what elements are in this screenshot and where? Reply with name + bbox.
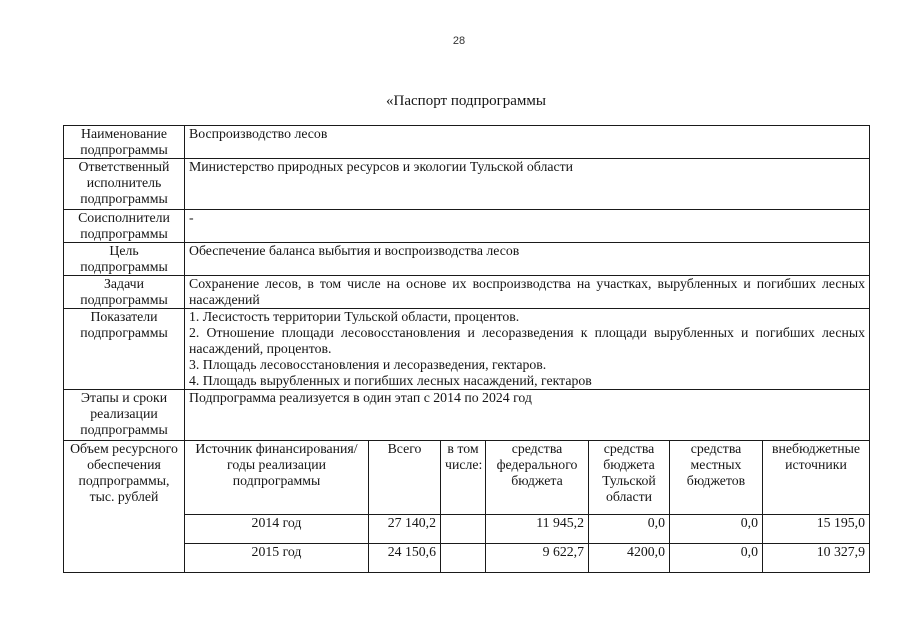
funding-header-federal: средства федерального бюджета: [486, 441, 589, 515]
funding-federal: 9 622,7: [486, 544, 589, 573]
funding-year-row: [64, 544, 870, 573]
row-stages-value: Подпрограмма реализуется в один этап с 2014 по 2024 год: [185, 390, 870, 441]
funding-including-empty: [441, 544, 486, 573]
row-stages-label: Этапы и сроки реализации подпрограммы: [64, 390, 185, 441]
funding-year-row: [64, 515, 870, 544]
document-title: «Паспорт подпрограммы: [386, 93, 546, 109]
indicator-item: 4. Площадь вырубленных и погибших лесных насаждений, гектаров: [189, 373, 592, 388]
row-name: [64, 126, 870, 159]
funding-header-including: в том числе:: [441, 441, 486, 515]
funding-header-source: Источник финансирования/ годы реализации подпрограммы: [185, 441, 369, 515]
funding-local: 0,0: [670, 515, 763, 544]
subprogram-passport-table: [63, 125, 870, 573]
funding-extrabudget: 10 327,9: [763, 544, 870, 573]
funding-label: Объем ресурсного обеспечения подпрограммы, тыс. рублей: [64, 441, 185, 573]
funding-regional: 0,0: [589, 515, 670, 544]
row-goal: [64, 243, 870, 276]
row-tasks-label: Задачи подпрограммы: [64, 276, 185, 309]
row-responsible-value: Министерство природных ресурсов и экологии Тульской области: [185, 159, 870, 210]
row-coexecutors: [64, 210, 870, 243]
indicator-item: 3. Площадь лесовосстановления и лесоразведения, гектаров.: [189, 357, 547, 372]
row-indicators: [64, 309, 870, 390]
row-indicators-list: [185, 309, 870, 390]
row-tasks: [64, 276, 870, 309]
funding-federal: 11 945,2: [486, 515, 589, 544]
row-coexecutors-label: Соисполнители подпрограммы: [64, 210, 185, 243]
funding-header-regional: средства бюджета Тульской области: [589, 441, 670, 515]
row-responsible-label: Ответственный исполнитель подпрограммы: [64, 159, 185, 210]
indicator-item: 1. Лесистость территории Тульской области, процентов.: [189, 309, 520, 324]
indicator-item: 2. Отношение площади лесовосстановления и лесоразведения к площади вырубленных и погибших лесных насаждений, процентов.: [189, 325, 866, 356]
row-coexecutors-value: -: [185, 210, 870, 243]
row-name-value: Воспроизводство лесов: [185, 126, 870, 159]
row-indicators-label: Показатели подпрограммы: [64, 309, 185, 390]
row-name-label: Наименование подпрограммы: [64, 126, 185, 159]
page-number: 28: [452, 35, 466, 47]
row-stages: [64, 390, 870, 441]
funding-header-row: [64, 441, 870, 515]
funding-regional: 4200,0: [589, 544, 670, 573]
funding-extrabudget: 15 195,0: [763, 515, 870, 544]
row-goal-label: Цель подпрограммы: [64, 243, 185, 276]
funding-total: 24 150,6: [369, 544, 441, 573]
funding-header-total: Всего: [369, 441, 441, 515]
funding-year: 2015 год: [185, 544, 369, 573]
funding-total: 27 140,2: [369, 515, 441, 544]
row-responsible: [64, 159, 870, 210]
funding-header-extrabudget: внебюджетные источники: [763, 441, 870, 515]
row-tasks-value: Сохранение лесов, в том числе на основе их воспроизводства на участках, вырубленных и погибших лесных насаждений: [185, 276, 870, 309]
row-goal-value: Обеспечение баланса выбытия и воспроизводства лесов: [185, 243, 870, 276]
funding-header-local: средства местных бюджетов: [670, 441, 763, 515]
funding-including-empty: [441, 515, 486, 544]
funding-local: 0,0: [670, 544, 763, 573]
funding-year: 2014 год: [185, 515, 369, 544]
